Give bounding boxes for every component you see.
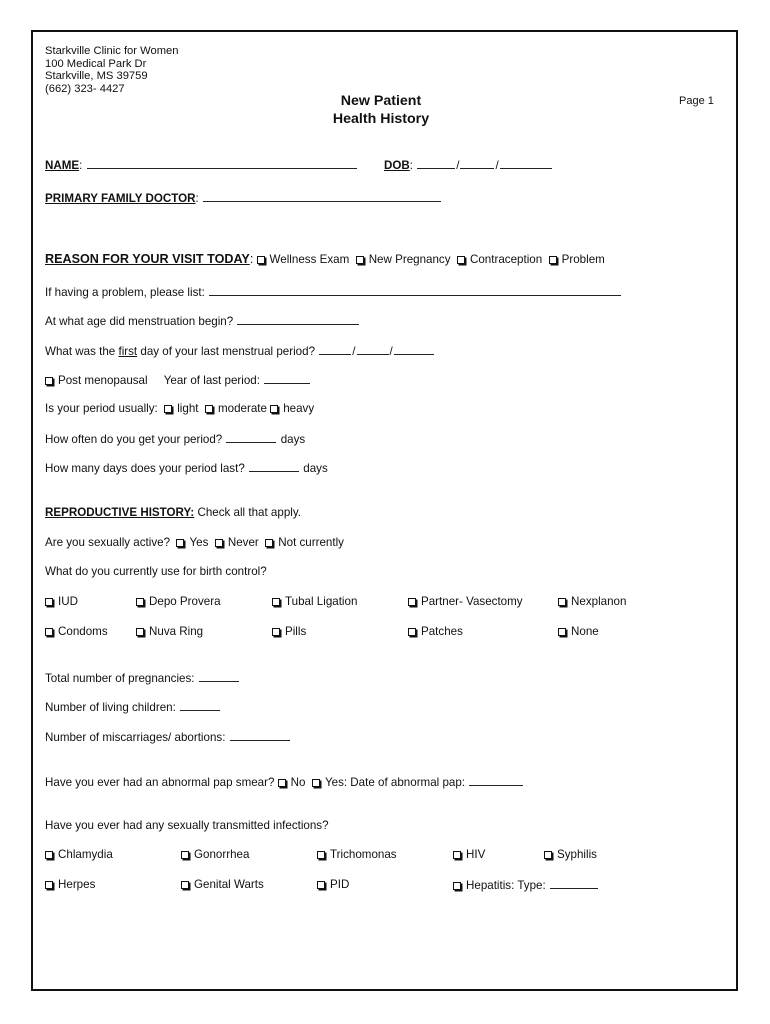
flow-light[interactable]: light [164, 402, 198, 415]
reason-row: REASON FOR YOUR VISIT TODAY: Wellness Exam New Pregnancy Contraception Problem [45, 252, 605, 266]
form-title-line2: Health History [332, 111, 430, 127]
doctor-field[interactable] [203, 191, 441, 202]
menopause-row [45, 373, 311, 387]
bc-partner-vasectomy[interactable]: Partner- Vasectomy [408, 595, 523, 608]
bc-none[interactable]: None [558, 625, 599, 638]
checkbox-icon [45, 628, 53, 636]
checkbox-icon [457, 256, 465, 264]
checkbox-icon [45, 851, 53, 859]
living-children-field[interactable] [180, 700, 220, 711]
checkbox-icon [257, 256, 265, 264]
checkbox-icon [270, 405, 278, 413]
problem-field[interactable] [209, 285, 621, 296]
lmp-month-field[interactable] [319, 344, 351, 355]
sti-trichomonas[interactable]: Trichomonas [317, 848, 397, 861]
sti-herpes[interactable]: Herpes [45, 878, 95, 891]
period-length-row: How many days does your period last? days [45, 462, 328, 475]
checkbox-icon [558, 628, 566, 636]
clinic-address [45, 45, 178, 95]
sti-hepatitis[interactable]: Hepatitis: Type: [453, 878, 599, 892]
miscarriages-row: Number of miscarriages/ abortions: [45, 730, 291, 744]
dob-day-field[interactable] [460, 158, 494, 169]
bc-iud[interactable]: IUD [45, 595, 78, 608]
checkbox-icon [176, 539, 184, 547]
sti-syphilis[interactable]: Syphilis [544, 848, 597, 861]
checkbox-icon [317, 881, 325, 889]
period-flow-row [45, 402, 314, 415]
period-length-field[interactable] [249, 461, 299, 472]
bc-patches[interactable]: Patches [408, 625, 463, 638]
checkbox-icon [272, 628, 280, 636]
problem-row [45, 285, 622, 299]
active-not-currently[interactable]: Not currently [265, 536, 344, 549]
dob-row: DOB: / / [384, 158, 553, 172]
bc-pills[interactable]: Pills [272, 625, 306, 638]
pap-no[interactable]: No [278, 776, 306, 789]
name-label: NAME [45, 159, 80, 172]
name-field[interactable] [87, 158, 357, 169]
reason-pregnancy[interactable]: New Pregnancy [356, 253, 451, 266]
checkbox-icon [549, 256, 557, 264]
bc-depo-provera[interactable]: Depo Provera [136, 595, 221, 608]
name-row: NAME: [45, 158, 358, 172]
checkbox-icon [136, 628, 144, 636]
sti-gonorrhea[interactable]: Gonorrhea [181, 848, 249, 861]
menstruation-age-field[interactable] [237, 314, 359, 325]
sexually-active-row: Are you sexually active? Yes Never Not currently [45, 536, 344, 549]
page-number: Page 1 [679, 95, 714, 107]
bc-nuva-ring[interactable]: Nuva Ring [136, 625, 203, 638]
doctor-row: PRIMARY FAMILY DOCTOR: [45, 191, 442, 205]
clinic-phone: (662) 323- 4427 [45, 82, 125, 95]
sti-pid[interactable]: PID [317, 878, 349, 891]
active-never[interactable]: Never [215, 536, 259, 549]
checkbox-icon [278, 779, 286, 787]
pap-yes[interactable]: Yes: Date of abnormal pap: [312, 776, 465, 789]
form-title-line1: New Patient [340, 93, 422, 109]
checkbox-icon [215, 539, 223, 547]
menstruation-age-prompt: At what age did menstruation begin? [45, 315, 234, 328]
clinic-name: Starkville Clinic for Women [45, 45, 179, 57]
checkbox-icon [45, 377, 53, 385]
checkbox-icon [136, 598, 144, 606]
checkbox-icon [408, 598, 416, 606]
checkbox-icon [164, 405, 172, 413]
dob-label: DOB [384, 159, 410, 172]
clinic-city: Starkville, MS 39759 [45, 70, 148, 82]
period-frequency-row: How often do you get your period? days [45, 433, 306, 446]
checkbox-icon [558, 598, 566, 606]
checkbox-icon [181, 851, 189, 859]
bc-nexplanon[interactable]: Nexplanon [558, 595, 626, 608]
period-usually-label: Is your period usually: [45, 402, 158, 415]
menstruation-age-row [45, 314, 360, 328]
birth-control-prompt: What do you currently use for birth control? [45, 565, 267, 578]
miscarriages-field[interactable] [230, 730, 290, 741]
checkbox-icon [205, 405, 213, 413]
active-yes[interactable]: Yes [176, 536, 208, 549]
living-children-row: Number of living children: [45, 700, 221, 714]
checkbox-icon [312, 779, 320, 787]
flow-heavy[interactable]: heavy [270, 402, 314, 415]
checkbox-icon [181, 881, 189, 889]
hepatitis-type-field[interactable] [550, 878, 598, 889]
sti-hiv[interactable]: HIV [453, 848, 485, 861]
lmp-day-field[interactable] [357, 344, 389, 355]
dob-month-field[interactable] [417, 158, 455, 169]
post-menopausal-checkbox[interactable]: Post menopausal [45, 374, 148, 387]
bc-condoms[interactable]: Condoms [45, 625, 108, 638]
dob-year-field[interactable] [500, 158, 552, 169]
sti-chlamydia[interactable]: Chlamydia [45, 848, 113, 861]
flow-moderate[interactable]: moderate [205, 402, 267, 415]
reason-label: REASON FOR YOUR VISIT TODAY [45, 252, 250, 266]
bc-tubal-ligation[interactable]: Tubal Ligation [272, 595, 357, 608]
checkbox-icon [408, 628, 416, 636]
checkbox-icon [265, 539, 273, 547]
pregnancies-field[interactable] [199, 671, 239, 682]
last-period-year-label: Year of last period: [163, 374, 260, 387]
checkbox-icon [453, 851, 461, 859]
checkbox-icon [45, 881, 53, 889]
reason-problem[interactable]: Problem [549, 253, 605, 266]
checkbox-icon [453, 882, 461, 890]
sti-prompt: Have you ever had any sexually transmitted infections? [45, 819, 329, 832]
form-title [281, 92, 481, 128]
abnormal-pap-row: Have you ever had an abnormal pap smear? No Yes: Date of abnormal pap: [45, 775, 524, 789]
checkbox-icon [45, 598, 53, 606]
doctor-label: PRIMARY FAMILY DOCTOR [45, 192, 196, 205]
lmp-row: What was the first day of your last menstrual period? / / [45, 344, 435, 358]
reason-wellness[interactable]: Wellness Exam [257, 253, 350, 266]
reproductive-label: REPRODUCTIVE HISTORY: [45, 506, 195, 519]
problem-prompt: If having a problem, please list: [45, 286, 205, 299]
reason-contraception[interactable]: Contraception [457, 253, 542, 266]
checkbox-icon [317, 851, 325, 859]
sti-genital-warts[interactable]: Genital Warts [181, 878, 264, 891]
lmp-year-field[interactable] [394, 344, 434, 355]
pregnancies-row: Total number of pregnancies: [45, 671, 240, 685]
checkbox-icon [272, 598, 280, 606]
last-period-year-field[interactable] [264, 373, 310, 384]
clinic-street: 100 Medical Park Dr [45, 57, 147, 70]
abnormal-pap-date-field[interactable] [469, 775, 523, 786]
checkbox-icon [544, 851, 552, 859]
period-frequency-field[interactable] [226, 432, 276, 443]
reproductive-heading: REPRODUCTIVE HISTORY: Check all that apply. [45, 506, 301, 519]
checkbox-icon [356, 256, 364, 264]
